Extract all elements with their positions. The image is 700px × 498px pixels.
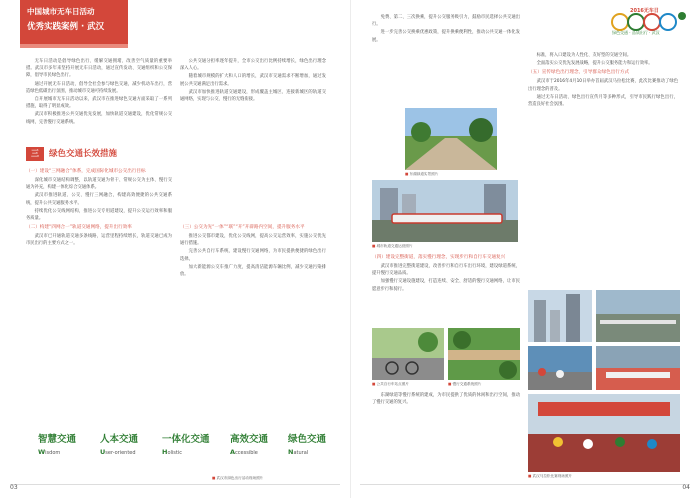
- motto-en-rest: ser-oriented: [105, 450, 136, 456]
- photo-runners: [528, 346, 592, 390]
- paragraph: 进一步完善公交换乘优惠政策，提升换乘便利性，推动公共交通一体化发展。: [372, 30, 520, 43]
- paragraph: 免费、第二、三次换乘，提升公交服务吸引力，鼓励市民选择公共交通出行。: [372, 15, 520, 28]
- motto-en-rest: isdom: [45, 450, 61, 456]
- section-label: 绿色交通长效措施: [49, 149, 118, 159]
- left-col1: [26, 166, 172, 428]
- motto-en: [38, 448, 94, 457]
- subheading: （五）宣传绿色出行理念，引导群众绿色出行方式: [528, 70, 630, 76]
- motto-cn: 人本交通: [100, 434, 139, 445]
- header-strip: [20, 44, 128, 48]
- section-number: 三: [26, 147, 44, 161]
- slow-traffic-photo-image: [448, 328, 520, 380]
- photo-city-skyline: [528, 290, 592, 342]
- motto-1: [38, 434, 94, 457]
- logo-slogan: 绿色交通 · 品质出行 · 武汉: [612, 30, 660, 35]
- paragraph: 完善公共自行车系统，建设慢行交通网络，为市民提供便捷的绿色出行选择。: [180, 249, 326, 262]
- header-line1: 中国城市无车日活动: [27, 7, 95, 16]
- right-col2-top: [528, 52, 678, 292]
- motto-en-initial: A: [230, 448, 236, 456]
- photo-slow-traffic: [448, 328, 520, 380]
- motto-cn: 绿色交通: [288, 434, 327, 445]
- motto-en-initial: W: [38, 448, 46, 456]
- paragraph: 通过无车日活动、绿色出行宣传月等多种形式，引导市民践行绿色出行，营造良好社会氛围。: [528, 94, 678, 108]
- bike-photo-image: [372, 328, 444, 380]
- motto-cn: 智慧交通: [38, 434, 77, 445]
- motto-4: [230, 434, 286, 457]
- page-number-left: 03: [10, 484, 18, 491]
- paragraph: 武汉市推进轨道、公交、慢行三网融合，构建高效便捷的公共交通系统，提升公共交通服务水平。: [26, 193, 172, 206]
- photo-bike-station: [372, 328, 444, 380]
- paragraph: 加强慢行交通设施建设，打造连续、安全、舒适的慢行交通网络，让市民愿意步行和骑行。: [372, 279, 520, 292]
- paragraph: 自开展城市无车日活动以来，武汉市在推进绿色交通方面采取了一系列措施，取得了明显成效。: [26, 97, 172, 110]
- right-col1-top: [372, 14, 520, 106]
- motto-3: [162, 434, 224, 457]
- motto-en-rest: atural: [293, 450, 309, 456]
- left-col1-top: [26, 58, 172, 146]
- marathon-start-photo-image: [528, 394, 680, 472]
- motto-en: [288, 448, 344, 457]
- motto-5: [288, 434, 344, 457]
- motto-2: [100, 434, 156, 457]
- motto-cn: 一体化交通: [162, 434, 210, 445]
- subheading: （四）建设完整街道，落实慢行理念，实现步行和自行车交通复兴: [372, 255, 506, 260]
- motto-en-rest: ccessible: [235, 450, 258, 456]
- right-col1-bottom: [372, 392, 520, 480]
- left-col2: [180, 222, 326, 422]
- paragraph: 无车日活动是倡导绿色出行、缓解交通拥堵、改善空气质量的重要举措。武汉市多年来坚持开展无车日活动，通过宣传发动、交通组织和公交保障，倡导市民绿色出行。: [26, 59, 172, 79]
- crowd-photo-image: [596, 346, 680, 390]
- photo-marathon-route: [596, 290, 680, 342]
- motto-en: [100, 448, 156, 457]
- header-line2: 优秀实践案例 · 武汉: [27, 22, 105, 32]
- paragraph: 随着城市规模的扩大和人口的增长，武汉市交通需求不断增加，通过发展公共交通满足出行需求。: [180, 74, 326, 87]
- motto-en-initial: U: [100, 448, 106, 456]
- footer-rule: [360, 484, 690, 485]
- runners-photo-image: [528, 346, 592, 390]
- subheading: （一）建设“三网融合”体系，完成国际化城市公交出行目标: [26, 169, 146, 174]
- paragraph: 东湖绿道等慢行系统的建成，为市民提供了优质的休闲和出行空间，推动了慢行交通的复兴。: [372, 393, 520, 406]
- paragraph: 推进公交都市建设，优化公交线网，提高公交运营效率，实施公交优先通行措施。: [180, 234, 326, 247]
- page-number-right: 04: [682, 484, 690, 491]
- paragraph: 武汉市于2016年4月10日举办首届武汉马拉松比赛，此次比赛推动了绿色出行理念的普及。: [528, 79, 678, 92]
- paragraph: 持续优化公交线网结构，推进公交专用道建设，提升公交运行效率和服务质量。: [26, 208, 172, 222]
- footer-rule: [10, 484, 340, 485]
- photo-marathon-crowd: [596, 346, 680, 390]
- photo-caption: ■ 慢行交通系统照片: [448, 382, 520, 387]
- motto-en: [162, 448, 224, 457]
- right-col1-mid: [372, 252, 520, 338]
- subheading: （三）公交为先“一体”“联”“开”开辟路内空间，提升服务水平: [180, 225, 305, 230]
- motto-row: [38, 434, 338, 470]
- left-col2-top: [180, 58, 326, 204]
- paragraph: 深化城市交通结构调整，以轨道交通为骨干、常规公交为主体、慢行交通为补充，构建一体化综合交通体系。: [26, 178, 172, 191]
- subheading: （二）构建“四网合一”轨道交通网络，提升出行效率: [26, 225, 132, 231]
- paragraph: 公共交通分担率逐年提升，全市公交出行比例持续增长，绿色出行理念深入人心。: [180, 59, 326, 72]
- paragraph: 通过开展无车日活动，倡导全社会参与绿色交通，减少机动车出行，营造绿色低碳出行氛围，推动城市交通可持续发展。: [26, 81, 172, 94]
- photo-metro: [372, 180, 518, 242]
- greenway-photo-image: [405, 108, 497, 170]
- logo-year: 2016无车日: [630, 8, 659, 14]
- motto-en: [230, 448, 286, 457]
- photo-caption: ■ 武汉马拉松比赛现场照片: [528, 474, 678, 479]
- photo-greenway: [405, 108, 497, 170]
- marathon-route-photo-image: [596, 290, 680, 342]
- motto-en-rest: olistic: [167, 450, 182, 456]
- paragraph: 加大新能源公交车推广力度，提高清洁能源车辆比例，减少交通污染排放。: [180, 264, 326, 278]
- photo-caption: ■ 武汉市绿色出行活动现场照片: [212, 476, 332, 481]
- paragraph: 武汉市已开通轨道交通多条线路，运营里程持续增长，轨道交通已成为市民出行的主要方式之一。: [26, 234, 172, 247]
- photo-caption: ■ 东湖绿道实景照片: [405, 172, 505, 177]
- photo-caption: ■ 公共自行车站点照片: [372, 382, 444, 387]
- skyline-photo-image: [528, 290, 592, 342]
- paragraph: 全面落实公交优先发展战略，提升公交服务能力和运行效率。: [536, 61, 653, 67]
- photo-caption: ■ 城市轨道交通运营照片: [372, 244, 492, 249]
- paragraph: 武汉市加快推进轨道交通建设，形成覆盖主城区、连接新城区的轨道交通网络，实现与公交、慢行的无缝衔接。: [180, 89, 326, 103]
- paragraph: 武汉市推进完整街道建设，改善步行和自行车出行环境，建设绿道系统，提升慢行交通品质。: [372, 264, 520, 277]
- event-logo: [606, 4, 692, 46]
- paragraph: 标准，将入口建设为人性化、友好型的交通空间。: [536, 53, 632, 58]
- paragraph: 武汉市积极推进公共交通优先发展，加快轨道交通建设，优化常规公交线网，完善慢行交通系统。: [26, 112, 172, 125]
- header-band: [20, 0, 128, 44]
- photo-marathon-start: [528, 394, 680, 472]
- section-title: [26, 147, 146, 161]
- motto-en-initial: H: [162, 448, 168, 456]
- metro-photo-image: [372, 180, 518, 242]
- motto-cn: 高效交通: [230, 434, 269, 445]
- motto-en-initial: N: [288, 448, 294, 456]
